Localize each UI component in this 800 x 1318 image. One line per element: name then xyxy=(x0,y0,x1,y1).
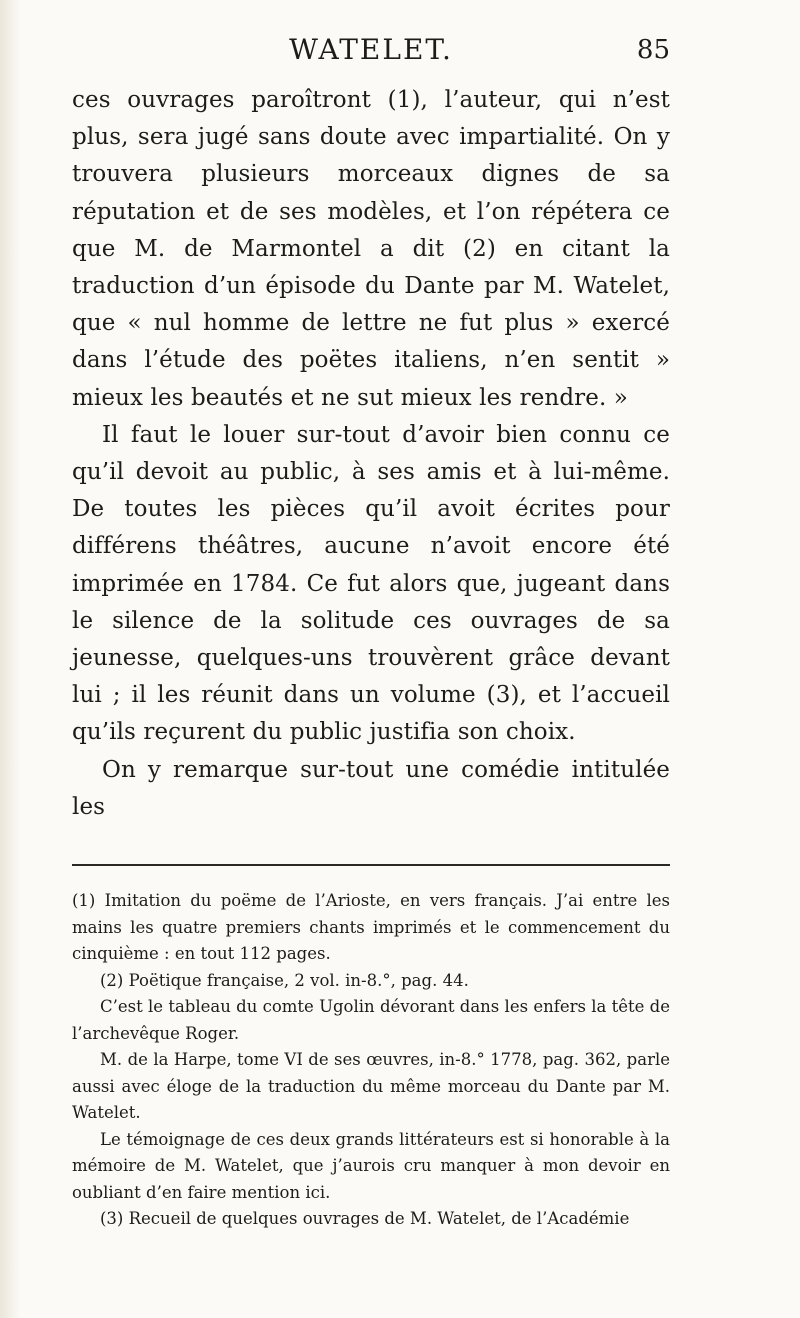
paragraph: ces ouvrages paroîtront (1), l’auteur, qui n’est plus, sera jugé sans doute avec impartialité. On y trouvera plusieurs morceaux dignes de sa réputation et de ses modèles, et l’on répétera ce que M. de Marmontel a dit (2) en citant la traduction d’un épisode du Dante par M. Watelet, que « nul homme de lettre ne fut plus » exercé dans l’étude des poëtes italiens, n’en sentit » mieux les beautés et ne sut mieux les rendre. » xyxy=(72,87,670,411)
paragraph: On y remarque sur-tout une comédie intitulée les xyxy=(72,756,670,820)
footnote: Le témoignage de ces deux grands littérateurs est si honorable à la mémoire de M. Watelet, que j’aurois cru manquer à mon devoir en oubliant d’en faire mention ici. xyxy=(72,1129,670,1202)
page-header xyxy=(72,34,670,78)
running-head: WATELET. xyxy=(289,33,453,66)
footnote: (2) Poëtique française, 2 vol. in-8.°, pag. 44. xyxy=(100,970,469,990)
footnote: (3) Recueil de quelques ouvrages de M. Watelet, de l’Académie xyxy=(100,1209,630,1229)
footnote: C’est le tableau du comte Ugolin dévorant dans les enfers la tête de l’archevêque Roger. xyxy=(72,997,670,1043)
footnote-separator xyxy=(72,864,670,866)
binding-gutter xyxy=(0,0,20,1318)
page-number: 85 xyxy=(636,35,670,65)
main-text xyxy=(72,82,670,826)
book-page xyxy=(72,0,670,1233)
footnote: M. de la Harpe, tome VI de ses œuvres, in-8.° 1778, pag. 362, parle aussi avec éloge de la traduction du même morceau du Dante par M. Watelet. xyxy=(72,1050,670,1123)
footnotes xyxy=(72,888,670,1233)
paragraph: Il faut le louer sur-tout d’avoir bien connu ce qu’il devoit au public, à ses amis et à lui-même. De toutes les pièces qu’il avoit écrites pour différens théâtres, aucune n’avoit encore été imprimée en 1784. Ce fut alors que, jugeant dans le silence de la solitude ces ouvrages de sa jeunesse, quelques-uns trouvèrent grâce devant lui ; il les réunit dans un volume (3), et l’accueil qu’ils reçurent du public justifia son choix. xyxy=(72,421,670,746)
footnote: (1) Imitation du poëme de l’Arioste, en vers français. J’ai entre les mains les quatre premiers chants imprimés et le commencement du cinquième : en tout 112 pages. xyxy=(72,891,670,964)
